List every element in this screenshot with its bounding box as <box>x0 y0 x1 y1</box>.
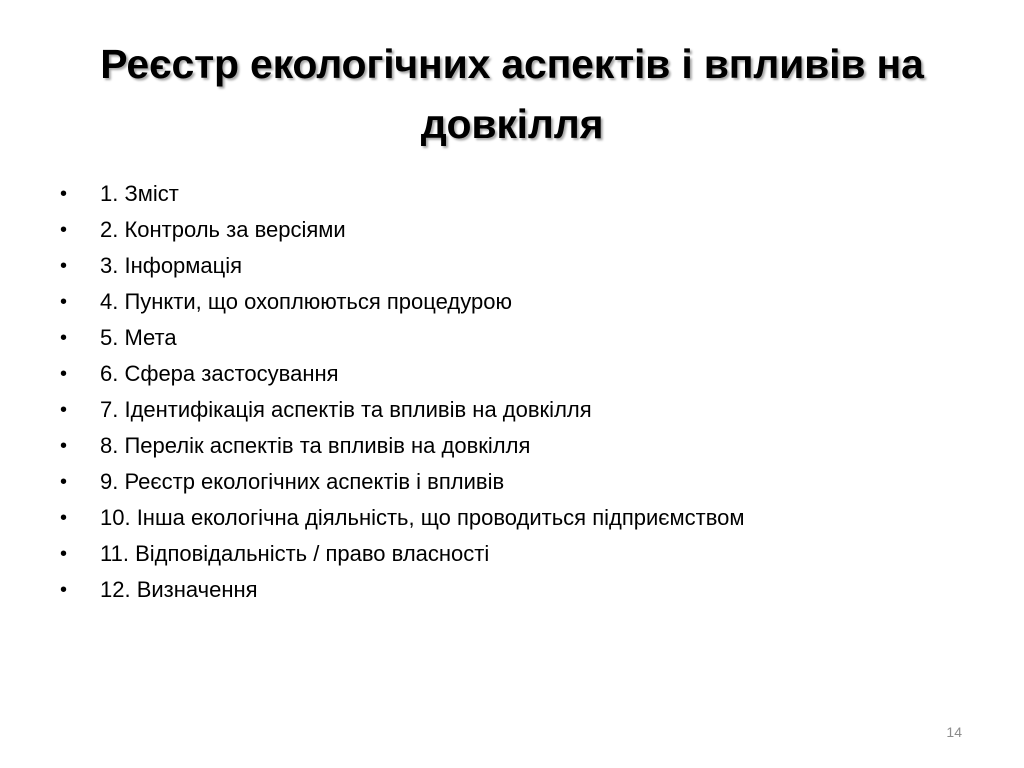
list-item-text: 11. Відповідальність / право власності <box>100 541 490 566</box>
bullet-icon: • <box>60 255 68 277</box>
bullet-icon: • <box>60 435 68 457</box>
bullet-list <box>60 176 980 608</box>
list-item <box>60 500 980 536</box>
slide-title <box>40 34 984 154</box>
list-item <box>60 176 980 212</box>
bullet-icon: • <box>60 471 68 493</box>
list-item-text: 4. Пункти, що охоплюються процедурою <box>100 289 512 314</box>
slide-title-line-1: Реєстр екологічних аспектів і впливів на <box>100 41 924 87</box>
list-item <box>60 536 980 572</box>
list-item-text: 1. Зміст <box>100 181 179 206</box>
list-item <box>60 392 980 428</box>
list-item-text: 5. Мета <box>100 325 177 350</box>
list-item <box>60 428 980 464</box>
bullet-icon: • <box>60 399 68 421</box>
list-item-text: 10. Інша екологічна діяльність, що проводиться підприємством <box>100 505 745 530</box>
bullet-icon: • <box>60 543 68 565</box>
bullet-icon: • <box>60 579 68 601</box>
slide-title-line-2: довкілля <box>420 101 604 147</box>
bullet-icon: • <box>60 219 68 241</box>
list-item-text: 7. Ідентифікація аспектів та впливів на довкілля <box>100 397 592 422</box>
page-number: 14 <box>946 724 962 740</box>
bullet-icon: • <box>60 183 68 205</box>
list-item <box>60 572 980 608</box>
list-item-text: 6. Сфера застосування <box>100 361 339 386</box>
bullet-icon: • <box>60 327 68 349</box>
list-item-text: 8. Перелік аспектів та впливів на довкілля <box>100 433 531 458</box>
list-item <box>60 356 980 392</box>
bullet-icon: • <box>60 363 68 385</box>
list-item <box>60 284 980 320</box>
list-item <box>60 212 980 248</box>
list-item <box>60 248 980 284</box>
list-item-text: 2. Контроль за версіями <box>100 217 346 242</box>
list-item-text: 3. Інформація <box>100 253 243 278</box>
list-item <box>60 464 980 500</box>
bullet-icon: • <box>60 291 68 313</box>
list-item-text: 12. Визначення <box>100 577 258 602</box>
bullet-icon: • <box>60 507 68 529</box>
list-item <box>60 320 980 356</box>
list-item-text: 9. Реєстр екологічних аспектів і впливів <box>100 469 505 494</box>
